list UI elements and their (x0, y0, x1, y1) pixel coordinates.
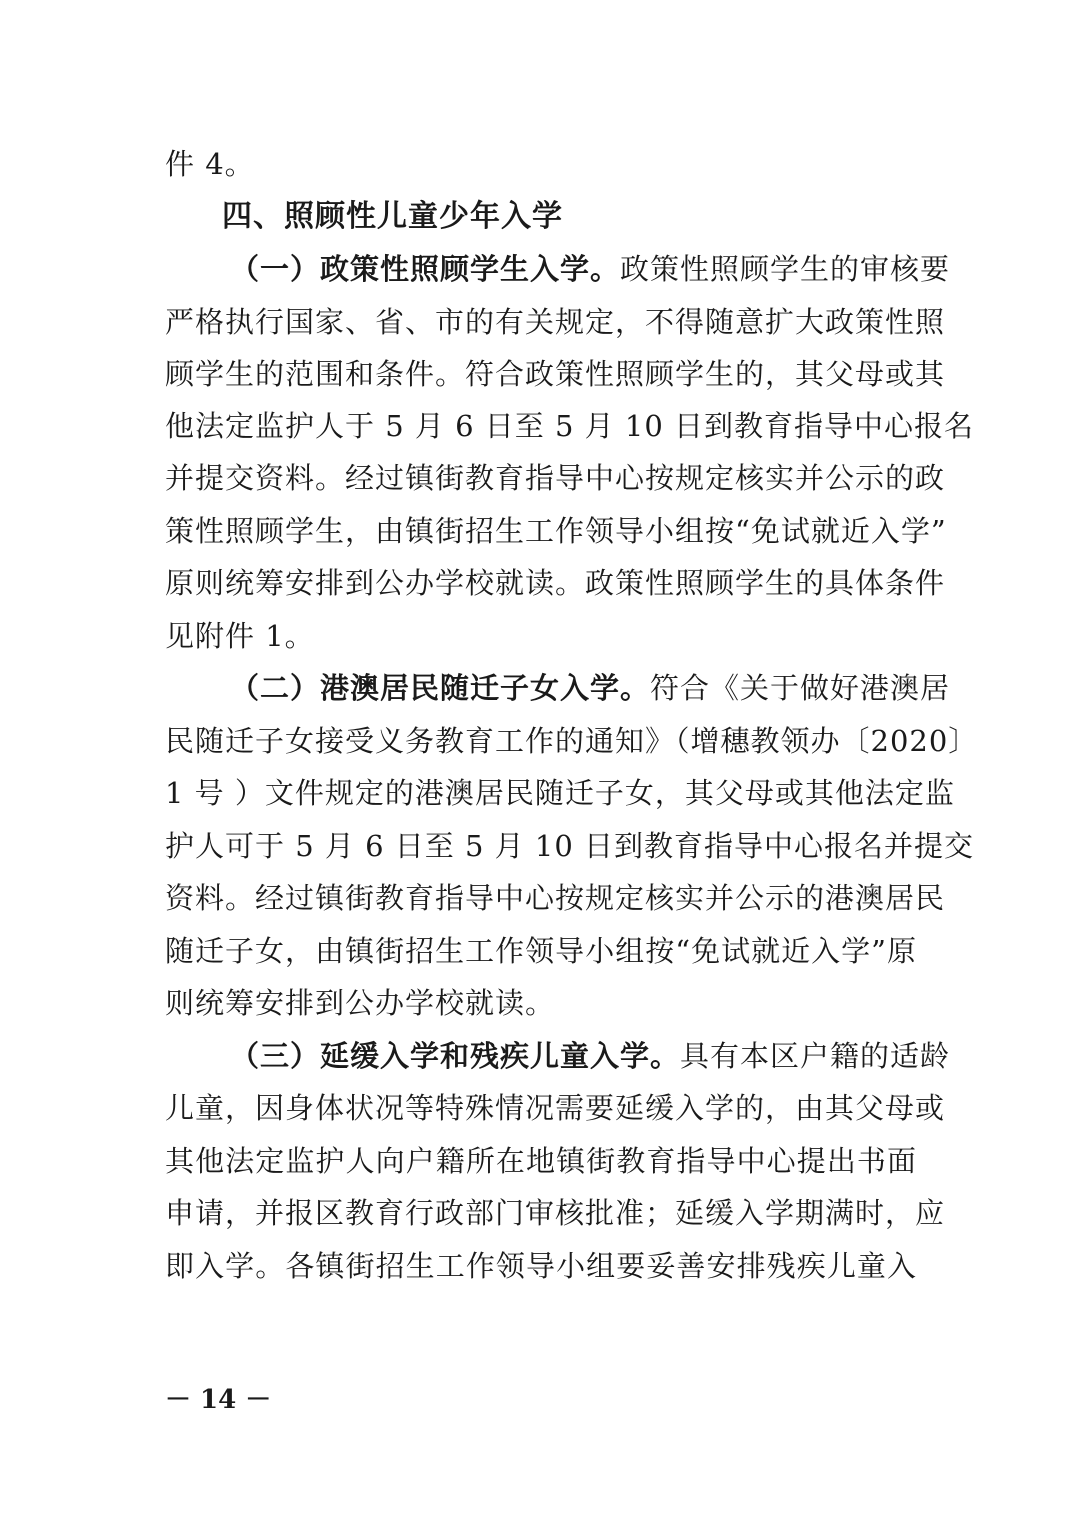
paragraph-2-line-3: 1 号 ）文件规定的港澳居民随迁子女，其父母或其他法定监 (165, 776, 955, 810)
paragraph-3-line-3: 其他法定监护人向户籍所在地镇街教育指导中心提出书面 (165, 1144, 917, 1178)
section-heading: 四、照顾性儿童少年入学 (222, 199, 563, 234)
paragraph-3-line-1 (230, 1030, 951, 1083)
paragraph-2-text: 符合《关于做好港澳居 (650, 671, 951, 705)
paragraph-1-line-1 (230, 243, 951, 296)
paragraph-2-line-2: 民随迁子女接受义务教育工作的通知》（增穗教领办〔2020〕 (165, 724, 979, 758)
paragraph-1-lead: （一）政策性照顾学生入学。 (230, 252, 621, 286)
paragraph-1-line-8: 见附件 1。 (165, 619, 315, 653)
paragraph-2-line-4: 护人可于 5 月 6 日至 5 月 10 日到教育指导中心报名并提交 (165, 829, 975, 863)
paragraph-2-line-7: 则统筹安排到公办学校就读。 (165, 986, 556, 1020)
paragraph-1-line-6: 策性照顾学生，由镇街招生工作领导小组按“免试就近入学” (165, 514, 947, 548)
intro-line: 件 4。 (165, 147, 255, 181)
paragraph-3-line-2: 儿童，因身体状况等特殊情况需要延缓入学的，由其父母或 (165, 1091, 946, 1125)
paragraph-1-line-3: 顾学生的范围和条件。符合政策性照顾学生的，其父母或其 (165, 357, 946, 391)
paragraph-2-line-6: 随迁子女，由镇街招生工作领导小组按“免试就近入学”原 (165, 934, 917, 968)
paragraph-3-lead: （三）延缓入学和残疾儿童入学。 (230, 1039, 681, 1073)
paragraph-2-lead: （二）港澳居民随迁子女入学。 (230, 671, 651, 705)
paragraph-3-line-5: 即入学。各镇街招生工作领导小组要妥善安排残疾儿童入 (165, 1249, 917, 1283)
paragraph-2-line-5: 资料。经过镇街教育指导中心按规定核实并公示的港澳居民 (165, 881, 946, 915)
paragraph-1-text: 政策性照顾学生的审核要 (620, 252, 951, 286)
paragraph-1-line-4: 他法定监护人于 5 月 6 日至 5 月 10 日到教育指导中心报名 (165, 409, 975, 443)
page-number: － 14 － (165, 1385, 272, 1415)
paragraph-2-line-1 (230, 662, 951, 715)
paragraph-3-text: 具有本区户籍的适龄 (680, 1039, 951, 1073)
paragraph-1-line-2: 严格执行国家、省、市的有关规定，不得随意扩大政策性照 (165, 305, 946, 339)
paragraph-1-line-7: 原则统筹安排到公办学校就读。政策性照顾学生的具体条件 (165, 566, 946, 600)
paragraph-3-line-4: 申请，并报区教育行政部门审核批准；延缓入学期满时，应 (165, 1196, 946, 1230)
paragraph-1-line-5: 并提交资料。经过镇街教育指导中心按规定核实并公示的政 (165, 461, 946, 495)
